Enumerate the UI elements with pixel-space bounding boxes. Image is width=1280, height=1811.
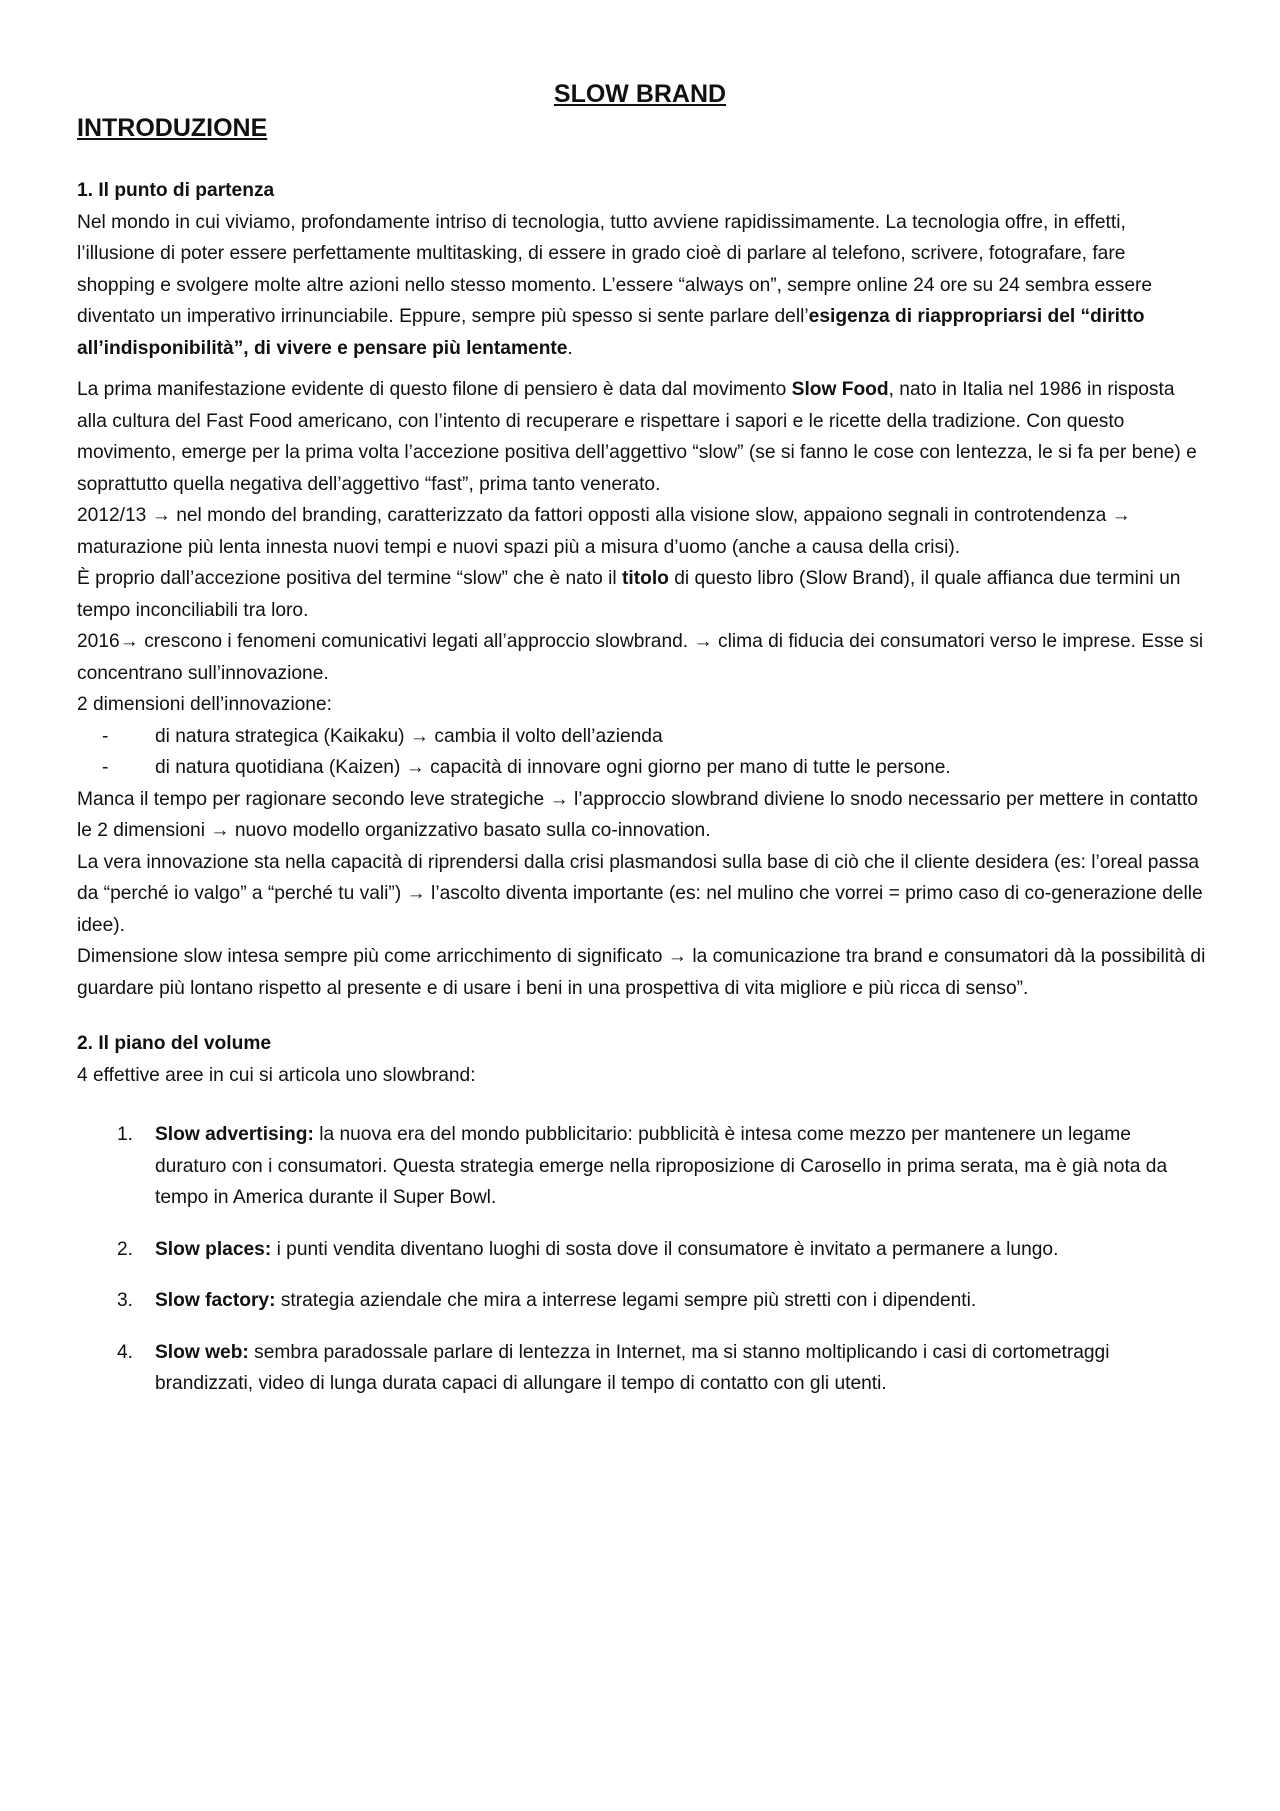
paragraph-4 [77,563,1207,626]
paragraph-8: La vera innovazione sta nella capacità di riprendersi dalla crisi plasmandosi sulla base di ciò che il cliente desidera (es: l’oreal passa da “perché io valgo” a “perché tu vali”) → l’ascolto diventa importante (es: nel mulino che vorrei = primo caso di co-generazione delle idee). [77,851,1203,936]
paragraph-1-text: Nel mondo in cui viviamo, profondamente intriso di tecnologia, tutto avviene rapidissimamente. La tecnologia offre, in effetti, l’illusione di poter essere perfettamente multitasking, di essere in grado cioè di parlare al telefono, scrivere, fotografare, fare shopping e svolgere molte altre azioni nello stesso momento. L’essere “always on”, sempre online 24 ore su 24 sembra essere diventato un imperativo irrinunciabile. Eppure, sempre più spesso si sente parlare dell’ [77,211,1153,327]
section-1-heading: 1. Il punto di partenza [77,180,275,201]
paragraph-1-bold: esigenza di riappropriarsi del “diritto all’indisponibilità”, di vivere e pensare più lentamente [77,306,1145,359]
paragraph-4-end: di questo libro (Slow Brand), il quale affianca due termini un tempo inconciliabili tra loro. [77,568,1181,621]
paragraph-3: 2012/13 → nel mondo del branding, caratterizzato da fattori opposti alla visione slow, appaiono segnali in controtendenza → maturazione più lenta innesta nuovi tempi e nuovi spazi più a misura d’uomo (anche a causa della crisi). [77,505,1131,558]
paragraph-1 [77,207,1207,365]
list-number: 2. [117,1238,134,1260]
list-item-term: Slow web: [155,1341,249,1363]
document-body [77,175,1207,1400]
list-item [77,1285,1207,1317]
introduction-heading: INTRODUZIONE [77,114,268,142]
dash-bullet: - [102,757,109,778]
paragraph-4-text: È proprio dall’accezione positiva del termine “slow” che è nato il [77,568,622,589]
list-number: 3. [117,1290,134,1311]
list-number: 1. [117,1124,134,1145]
list-item-text: la nuova era del mondo pubblicitario: pubblicità è intesa come mezzo per mantenere un legame duraturo con i consumatori. Questa strategia emerge nella riproposizione di Carosello in prima serata, ma è già nota da tempo in America durante il Super Bowl. [155,1124,1168,1208]
paragraph-2-end: , nato in Italia nel 1986 in risposta alla cultura del Fast Food americano, con l’intento di recuperare e rispettare i sapori e le ricette della tradizione. Con questo movimento, emerge per la prima volta l’accezione positiva dell’aggettivo “slow” (se si fanno le cose con lentezza, le si fa per bene) e soprattutto quella negativa dell’aggettivo “fast”, prima tanto venerato. [77,379,1197,495]
paragraph-9: Dimensione slow intesa sempre più come arricchimento di significato → la comunicazione tra brand e consumatori dà la possibilità di guardare più lontano rispetto al presente e di usare i beni in una prospettiva di vita migliore e più ricca di senso”. [77,946,1206,999]
section-2-intro: 4 effettive aree in cui si articola uno slowbrand: [77,1064,476,1086]
list-number: 4. [117,1341,134,1363]
paragraph-1-end: . [567,337,573,359]
paragraph-2-text: La prima manifestazione evidente di questo filone di pensiero è data dal movimento [77,379,792,400]
document-title: SLOW BRAND [553,80,727,108]
paragraph-5: 2016→ crescono i fenomeni comunicativi legati all’approccio slowbrand. → clima di fiducia dei consumatori verso le imprese. Esse si concentrano sull’innovazione. [77,631,1204,684]
paragraph-2 [77,374,1207,500]
dash-bullet: - [102,725,109,747]
list-item-term: Slow places: [155,1238,272,1260]
section-2-heading: 2. Il piano del volume [77,1033,272,1054]
list-item [77,752,1207,784]
list-item-text: sembra paradossale parlare di lentezza in Internet, ma si stanno moltiplicando i casi di cortometraggi brandizzati, video di lunga durata capaci di allungare il tempo di contatto con gli utenti. [155,1341,1110,1394]
list-item [77,1234,1207,1266]
slowbrand-areas-list [77,1119,1207,1400]
list-item-text: di natura quotidiana (Kaizen) → capacità di innovare ogni giorno per mano di tutte le persone. [155,757,951,778]
paragraph-2-bold: Slow Food [791,379,889,400]
paragraph-7: Manca il tempo per ragionare secondo leve strategiche → l’approccio slowbrand diviene lo snodo necessario per mettere in contatto le 2 dimensioni → nuovo modello organizzativo basato sulla co-innovation. [77,788,1198,841]
list-item [77,721,1207,753]
list-item [77,1119,1207,1214]
list-item [77,1337,1207,1400]
list-item-text: di natura strategica (Kaikaku) → cambia il volto dell’azienda [155,725,663,747]
list-item-text: i punti vendita diventano luoghi di sosta dove il consumatore è invitato a permanere a lungo. [271,1238,1059,1260]
paragraph-4-bold: titolo [621,568,669,589]
paragraph-6: 2 dimensioni dell’innovazione: [77,694,332,715]
list-item-term: Slow factory: [155,1290,276,1311]
list-item-text: strategia aziendale che mira a interrese legami sempre più stretti con i dipendenti. [275,1290,977,1311]
innovation-dimensions-list [77,721,1207,784]
list-item-term: Slow advertising: [155,1124,314,1145]
